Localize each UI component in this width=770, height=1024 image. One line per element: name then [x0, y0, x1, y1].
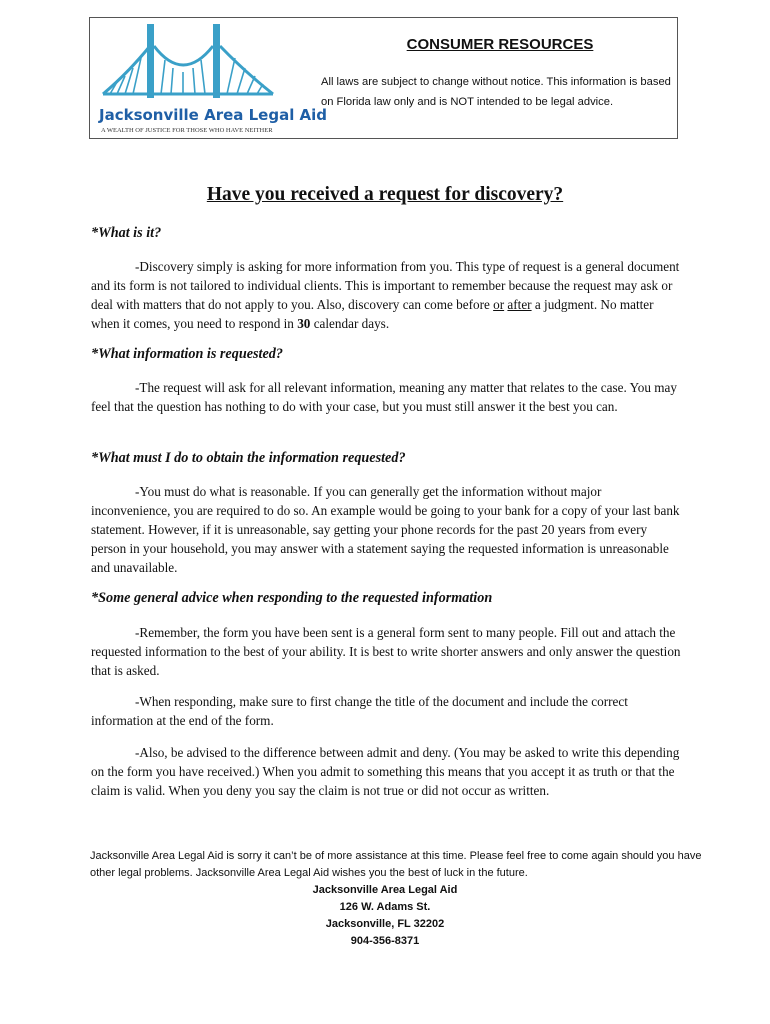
section-paragraph: -Discovery simply is asking for more information from you. This type of request is a general document and its form is not tailored to individual clients. This is important to remember because the request may ask or deal with matters that do not apply to you. Also, discovery can come before or after a judgment. No matter when it comes, you need to respond in 30 calendar days.	[91, 259, 680, 331]
footer-phone: 904-356-8371	[350, 935, 420, 947]
svg-text:A WEALTH OF JUSTICE FOR THOSE: A WEALTH OF JUSTICE FOR THOSE WHO HAVE NEITHER	[101, 127, 273, 134]
section-paragraph: -The request will ask for all relevant information, meaning any matter that relates to the case. You may feel that the question has nothing to do with your case, but you must still answer it the best you can.	[91, 380, 677, 414]
footer-message: Jacksonville Area Legal Aid is sorry it can’t be of more assistance at this time. Please feel free to come again should you have other legal problems. Jacksonville Area Legal Aid wishes you the best of luck in the future.	[90, 850, 702, 879]
section-heading: *Some general advice when responding to the requested information	[91, 590, 493, 606]
page-title: Have you received a request for discovery?	[206, 184, 564, 205]
section-paragraph: -When responding, make sure to first change the title of the document and include the correct information at the end of the form.	[91, 694, 628, 728]
logo	[95, 24, 328, 136]
section-paragraph: -You must do what is reasonable. If you can generally get the information without major inconvenience, you are required to do so. An example would be going to your bank for a copy of your last bank statement. However, if it is unreasonable, say getting your phone records for the past 20 years from every person in your household, you may answer with a statement saying the requested information is unreasonable and unavailable.	[91, 484, 680, 575]
svg-text:Jacksonville Area Legal Aid: Jacksonville Area Legal Aid	[99, 106, 328, 124]
section-heading: *What must I do to obtain the information requested?	[91, 450, 406, 466]
header-disclaimer: All laws are subject to change without notice. This information is based on Florida law only and is NOT intended to be legal advice.	[321, 76, 671, 108]
header-title: CONSUMER RESOURCES	[406, 36, 594, 53]
footer	[60, 848, 710, 950]
section-heading: *What information is requested?	[91, 346, 283, 362]
footer-street: 126 W. Adams St.	[339, 901, 431, 913]
section-heading: *What is it?	[91, 225, 162, 241]
footer-city: Jacksonville, FL 32202	[325, 918, 445, 930]
section-paragraph: -Also, be advised to the difference between admit and deny. (You may be asked to write this depending on the form you have received.) When you admit to something this means that you accept it as truth or that the claim is valid. When you deny you say the claim is not true or did not occur as written.	[91, 745, 680, 798]
footer-org: Jacksonville Area Legal Aid	[312, 884, 458, 896]
section-paragraph: -Remember, the form you have been sent is a general form sent to many people. Fill out and attach the requested information to the best of your ability. It is best to write shorter answers and only answer the question that is asked.	[91, 625, 681, 678]
bridge-logo-icon	[95, 24, 328, 136]
header-box	[89, 17, 678, 139]
